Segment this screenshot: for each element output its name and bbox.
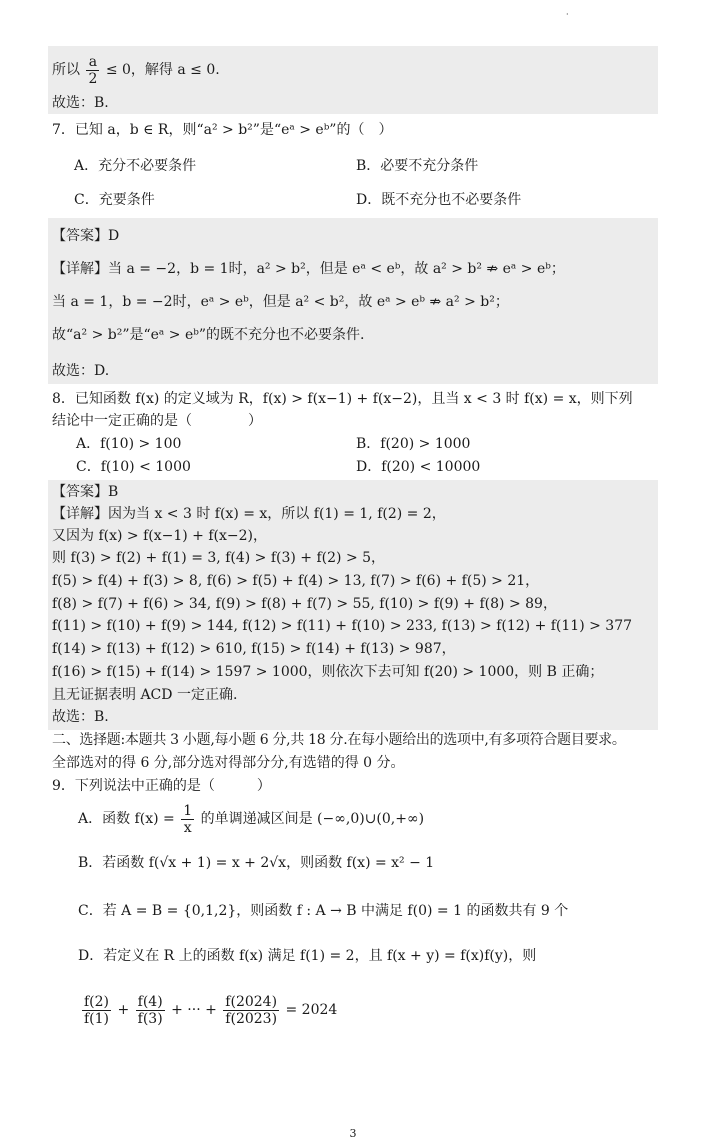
fraction-1-over-x: [181, 803, 194, 836]
q8-detail-3: 则 f(3) > f(2) + f(1) = 3, f(4) > f(3) + f(2) > 5，: [52, 550, 386, 566]
q9-option-a-pre: A．函数 f(x) =: [78, 811, 175, 827]
q8-detail-5: f(8) > f(7) + f(6) > 34, f(9) > f(8) + f(7) > 55, f(10) > f(9) + f(8) > 89，: [52, 596, 557, 612]
q8-detail-2: 又因为 f(x) > f(x−1) + f(x−2)，: [52, 528, 267, 544]
q8-detail-6: f(11) > f(10) + f(9) > 144, f(12) > f(11) + f(10) > 233, f(13) > f(12) + f(11) > 377: [52, 618, 633, 634]
fraction-f2-f1: [82, 994, 111, 1027]
frac-num: 1: [183, 802, 193, 819]
fraction-f2024-f2023: [223, 994, 279, 1027]
frac-num: a: [86, 54, 99, 71]
q9-option-a-post: 的单调递减区间是 (−∞,0)∪(0,+∞): [200, 811, 425, 827]
sum-equals: = 2024: [285, 1002, 338, 1018]
section-2-heading-1: 二、选择题:本题共 3 小题,每小题 6 分,共 18 分.在每小题给出的选项中,有多项符合题目要求。: [52, 732, 626, 748]
q8-stem-2: 结论中一定正确的是（ ）: [52, 413, 262, 429]
q7-option-c: C．充要条件: [74, 192, 155, 208]
q7-choose: 故选：D.: [52, 363, 110, 379]
q8-detail-8: f(16) > f(15) + f(14) > 1597 > 1000，则依次下去可知 f(20) > 1000，则 B 正确；: [52, 664, 604, 680]
q7-answer: 【答案】D: [52, 228, 120, 244]
q9-sum-expression: [80, 990, 337, 1030]
corner-dot: ·: [566, 10, 569, 19]
q8-detail-1: 【详解】因为当 x < 3 时 f(x) = x，所以 f(1) = 1, f(2) = 2，: [52, 506, 446, 522]
q8-detail-9: 且无证据表明 ACD 一定正确.: [52, 687, 238, 703]
q8-option-a: A．f(10) > 100: [76, 436, 182, 452]
q7-option-a: A．充分不必要条件: [74, 158, 197, 174]
ellipsis-plus: + ··· +: [171, 1002, 217, 1018]
q9-stem: 9．下列说法中正确的是（ ）: [52, 778, 271, 794]
q9-option-a: [78, 802, 424, 836]
q9-option-c: C．若 A = B = {0,1,2}，则函数 f : A → B 中满足 f(0) = 1 的函数共有 9 个: [78, 903, 569, 919]
frac-den: x: [183, 819, 192, 836]
frac-den: f(3): [137, 1010, 163, 1027]
q8-option-c: C．f(10) < 1000: [76, 459, 191, 475]
q7-option-d: D．既不充分也不必要条件: [356, 192, 522, 208]
q8-detail-7: f(14) > f(13) + f(12) > 610, f(15) > f(14) + f(13) > 987，: [52, 641, 456, 657]
frac-den: f(1): [84, 1010, 110, 1027]
q8-stem-1: 8．已知函数 f(x) 的定义域为 R，f(x) > f(x−1) + f(x−2)，且当 x < 3 时 f(x) = x，则下列: [52, 391, 633, 407]
fraction-a-over-2: [86, 54, 99, 87]
q9-option-d: D．若定义在 R 上的函数 f(x) 满足 f(1) = 2，且 f(x + y) = f(x)f(y)，则: [78, 948, 537, 964]
q8-detail-4: f(5) > f(4) + f(3) > 8, f(6) > f(5) + f(4) > 13, f(7) > f(6) + f(5) > 21，: [52, 573, 540, 589]
fraction-f4-f3: [136, 994, 165, 1027]
prev-solution-choose: 故选：B.: [52, 95, 109, 111]
q9-option-b: B．若函数 f(√x + 1) = x + 2√x，则函数 f(x) = x² − 1: [78, 855, 435, 871]
q7-detail-2: 当 a = 1，b = −2时，eᵃ > eᵇ，但是 a² < b²，故 eᵃ > eᵇ ⇏ a² > b²；: [52, 294, 509, 310]
section-2-heading-2: 全部选对的得 6 分,部分选对得部分分,有选错的得 0 分。: [52, 755, 405, 771]
page-number: 3: [349, 1127, 357, 1140]
q7-stem: 7．已知 a，b ∈ R，则“a² > b²”是“eᵃ > eᵇ”的（ ）: [52, 122, 393, 138]
q7-detail-1: 【详解】当 a = −2，b = 1时，a² > b²，但是 eᵃ < eᵇ，故 a² > b² ⇏ eᵃ > eᵇ；: [52, 261, 565, 277]
q8-answer: 【答案】B: [52, 484, 119, 500]
q8-option-d: D．f(20) < 10000: [356, 459, 481, 475]
frac-num: f(2): [84, 993, 110, 1010]
prev-solution-line1: [52, 52, 658, 88]
q8-option-b: B．f(20) > 1000: [356, 436, 471, 452]
frac-num: f(4): [137, 993, 163, 1010]
frac-den: 2: [88, 70, 98, 87]
prev-text: 所以: [52, 62, 80, 78]
frac-den: f(2023): [225, 1010, 278, 1027]
prev-text-post: ≤ 0，解得 a ≤ 0.: [105, 62, 220, 78]
q7-detail-3: 故“a² > b²”是“eᵃ > eᵇ”的既不充分也不必要条件.: [52, 327, 365, 343]
q7-option-b: B．必要不充分条件: [356, 158, 479, 174]
q8-choose: 故选：B.: [52, 709, 109, 725]
frac-num: f(2024): [225, 993, 278, 1010]
plus-sign: +: [117, 1002, 130, 1018]
